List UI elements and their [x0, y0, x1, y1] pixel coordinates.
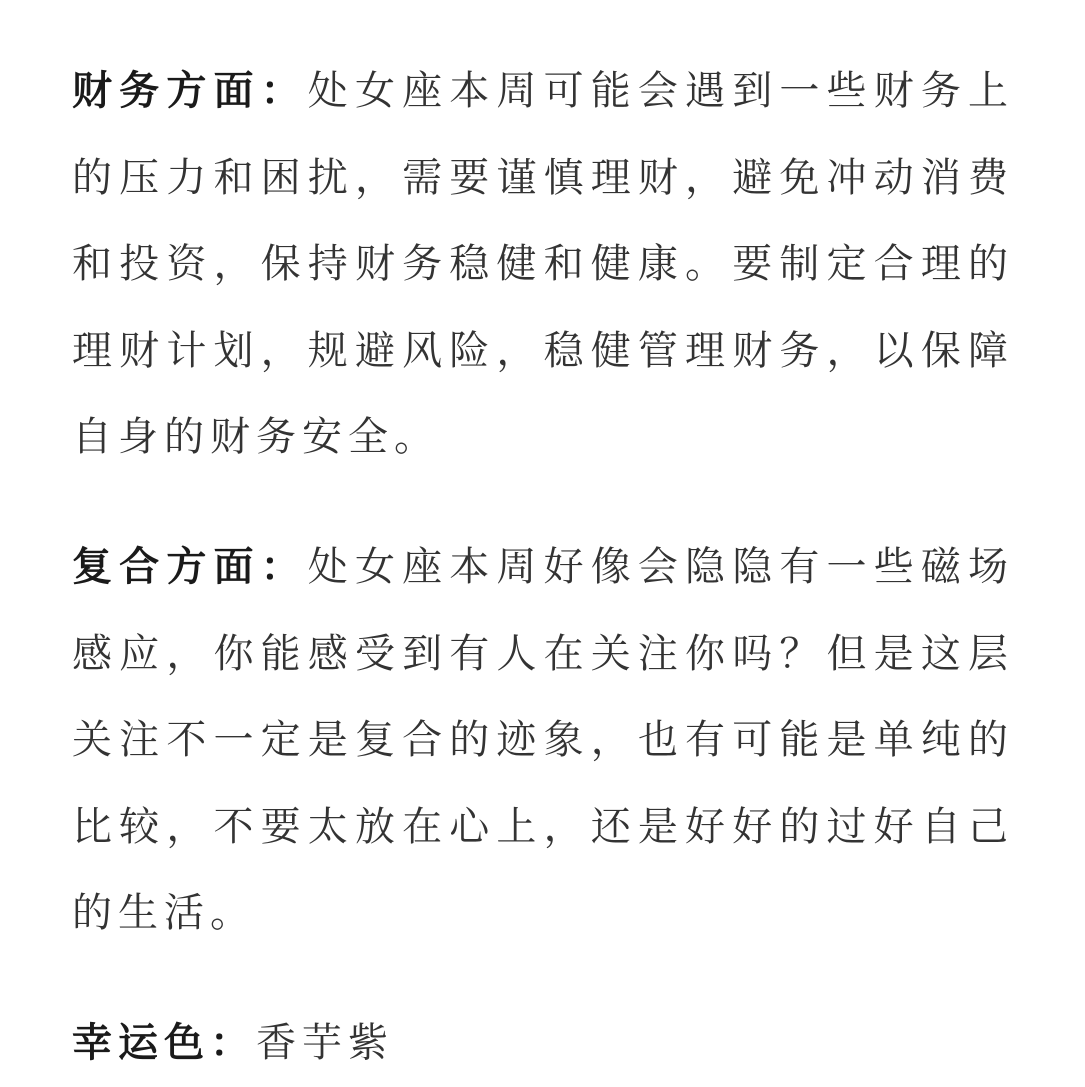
reconciliation-section: [72, 524, 1014, 957]
reconciliation-heading: 复合方面：: [72, 543, 308, 590]
article-content: [72, 48, 1014, 1087]
lucky-color-value: 香芋紫: [256, 1019, 394, 1066]
lucky-color-heading: 幸运色：: [72, 1019, 256, 1066]
finance-section: [72, 48, 1014, 481]
lucky-color-section: [72, 1000, 1014, 1087]
finance-heading: 财务方面：: [72, 68, 308, 114]
reconciliation-body: 处女座本周好像会隐隐有一些磁场感应，你能感受到有人在关注你吗？但是这层关注不一定是复合的迹象，也有可能是单纯的比较，不要太放在心上，还是好好的过好自己的生活。: [72, 543, 1015, 937]
finance-body: 处女座本周可能会遇到一些财务上的压力和困扰，需要谨慎理财，避免冲动消费和投资，保持财务稳健和健康。要制定合理的理财计划，规避风险，稳健管理财务，以保障自身的财务安全。: [72, 68, 1015, 461]
